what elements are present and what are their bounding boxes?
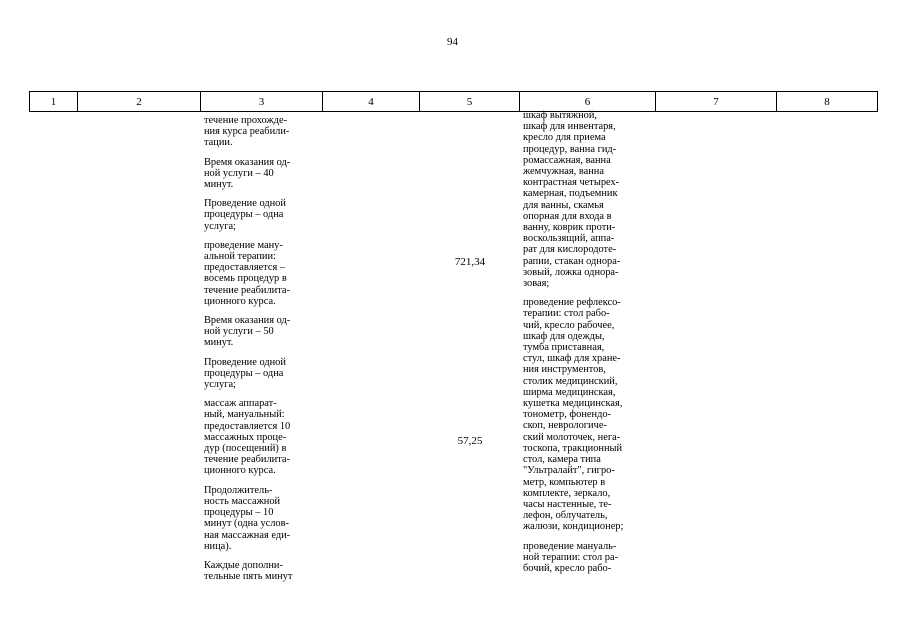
column-6-paragraph: проведение мануаль- ной терапии: стол ра- бочий, кресло рабо- [523,540,619,574]
price-value: 721,34 [454,256,486,268]
price-value: 57,25 [457,435,483,447]
column-6-paragraph: шкаф вытяжной, шкаф для инвентаря, кресло для приема процедур, ванна гид- ромассажная, ванна жемчужная, ванна контрастная четырех- камерная, подъемник для ванны, скамья опорная для входа в ванну, коврик проти- воскользящий, аппа- рат для кислородоте- рапии, стакан однора- зовый, ложка однора- зовая; [523,110,621,290]
column-3-paragraph: массаж аппарат- ный, мануальный: предоставляется 10 массажных проце- дур (посещений) в течение реабилита- ционного курса. [204,398,291,477]
column-header-5: 5 [420,92,520,112]
column-3-paragraph: Проведение одной процедуры – одна услуга; [204,356,286,391]
column-header-1: 1 [30,92,78,112]
table-header [29,91,878,112]
column-3-paragraph: Проведение одной процедуры – одна услуга; [204,198,286,232]
table-header-row [30,92,878,112]
column-header-7: 7 [656,92,777,112]
column-header-4: 4 [323,92,420,112]
column-header-6: 6 [520,92,656,112]
column-header-8: 8 [777,92,878,112]
column-header-3: 3 [201,92,323,112]
column-header-2: 2 [78,92,201,112]
page-number: 94 [447,36,458,48]
column-3-paragraph: Время оказания од- ной услуги – 40 минут. [204,156,291,191]
column-3-paragraph: проведение ману- альной терапии: предоставляется – восемь процедур в течение реабилита- ционного курса. [204,239,290,307]
column-3-text [204,115,322,590]
column-3-paragraph: Время оказания од- ной услуги – 50 минут. [204,315,291,349]
column-3-paragraph: Каждые дополни- тельные пять минут [204,559,293,583]
column-6-paragraph: проведение рефлексо- терапии: стол рабо- чий, кресло рабочее, шкаф для одежды, тумба приставная, стул, шкаф для хране- ния инструментов, столик медицинский, ширма медицинская, кушетка медицинская, тонометр, фонендо- скоп, неврологиче- ский молоточек, нега- тоскопа, тракционный стол, камера типа "Ультралайт", гигро- метр, компьютер в комплекте, зеркало, часы настенные, те- лефон, облучатель, жалюзи, кондиционер; [523,297,624,533]
column-3-paragraph: течение прохожде- ния курса реабили- тации. [204,115,290,149]
column-6-text [523,110,657,582]
column-3-paragraph: Продолжитель- ность массажной процедуры – 10 минут (одна услов- ная массажная еди- ница). [204,484,291,552]
